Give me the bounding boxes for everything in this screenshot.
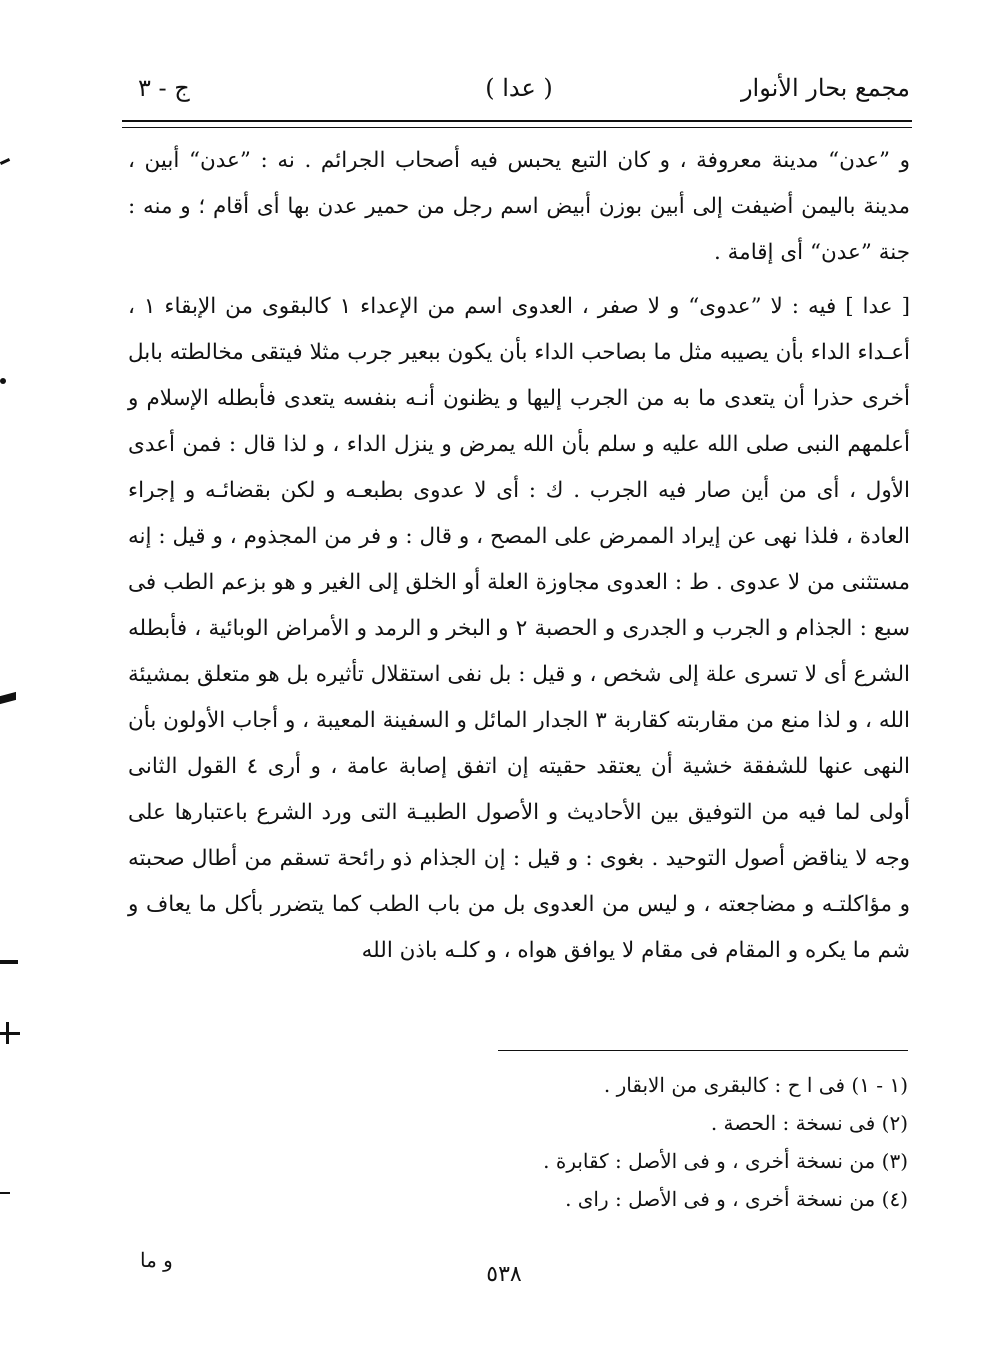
footnote: (٢) فى نسخة : الحصة . xyxy=(710,1111,908,1135)
footnotes xyxy=(508,1066,908,1218)
book-title: مجمع بحار الأنوار xyxy=(740,74,910,102)
entry-heading: ( عدا ) xyxy=(485,74,553,102)
main-text xyxy=(128,138,910,974)
footnote: (٣) من نسخة أخرى ، و فى الأصل : كقابرة . xyxy=(543,1149,908,1173)
page-number: ٥٣٨ xyxy=(486,1262,522,1287)
volume-label: ج - ٣ xyxy=(138,74,190,102)
running-header xyxy=(128,72,910,116)
footnote: (٤) من نسخة أخرى ، و فى الأصل : راى . xyxy=(565,1187,908,1211)
scan-edge-mark xyxy=(0,378,6,384)
footnote-rule xyxy=(498,1050,908,1051)
scan-edge-mark xyxy=(0,692,16,704)
paragraph: و ”عدن“ مدينة معروفة ، و كان التبع يحبس فيه أصحاب الجرائم . نه : ”عدن“ أبين ، مدينة باليمن أضيفت إلى أبين بوزن أبيض اسم رجل من حمير عدن بها أى أقام ؛ و منه : جنة ”عدن“ أى إقامة . xyxy=(128,148,910,265)
catchword: و ما xyxy=(140,1248,173,1272)
scan-edge-mark xyxy=(6,1022,9,1044)
header-rule xyxy=(122,120,912,128)
scan-edge-mark xyxy=(0,1032,20,1035)
scan-edge-mark xyxy=(0,1192,10,1194)
paragraph: [ عدا ] فيه : لا ”عدوى“ و لا صفر ، العدوى اسم من الإعداء ١ كالبقوى من الإبقاء ١ ، أعـداء الداء بأن يصيبه مثل ما بصاحب الداء بأن يكون ببعير جرب مثلا فيتقى مخالطته بابل أخرى حذرا أن يتعدى ما به من الجرب إليها و يظنون أنـه بنفسه يتعدى فأبطله الإسلام و أعلمهم النبى صلى الله عليه و سلم بأن الله يمرض و ينزل الداء ، و لذا قال : فمن أعدى الأول ، أى من أين صار فيه الجرب . ك : أى لا عدوى بطبعـه و لكن بقضائـه و إجراء العادة ، فلذا نهى عن إيراد الممرض على المصح ، و قال : و فر من المجذوم ، و قيل : إنه مستثنى من لا عدوى . ط : العدوى مجاوزة العلة أو الخلق إلى الغير و هو بزعم الطب فى سبع : الجذام و الجرب و الجدرى و الحصبة ٢ و البخر و الرمد و الأمراض الوبائية ، فأبطله الشرع أى لا تسرى علة إلى شخص ، و قيل : بل نفى استقلال تأثيره بل هو متعلق بمشيئة الله ، و لذا منع من مقاربته كقاربة ٣ الجدار المائل و السفينة المعيبة ، و أجاب الأولون بأن النهى عنها للشفقة خشية أن يعتقد حقيته إن اتفق إصابة عامة ، و أرى ٤ القول الثانى أولى لما فيه من التوفيق بين الأحاديث و الأصول الطبيـة التى ورد الشرع باعتبارها على وجه لا يناقض أصول التوحيد . بغوى : و قيل : إن الجذام ذو رائحة تسقم من أطال صحبته و مؤاكلتـه و مضاجعته ، و ليس من العدوى بل من باب الطب كما يتضرر بأكل ما يعاف و شم ما يكره و المقام فى مقام لا يوافق هواه ، و كلـه باذن الله xyxy=(128,294,911,963)
scan-edge-mark xyxy=(0,960,18,964)
footnote: (١ - ١) فى ا ح : كالبقرى من الابقار . xyxy=(603,1073,908,1097)
scan-edge-mark xyxy=(0,158,10,165)
